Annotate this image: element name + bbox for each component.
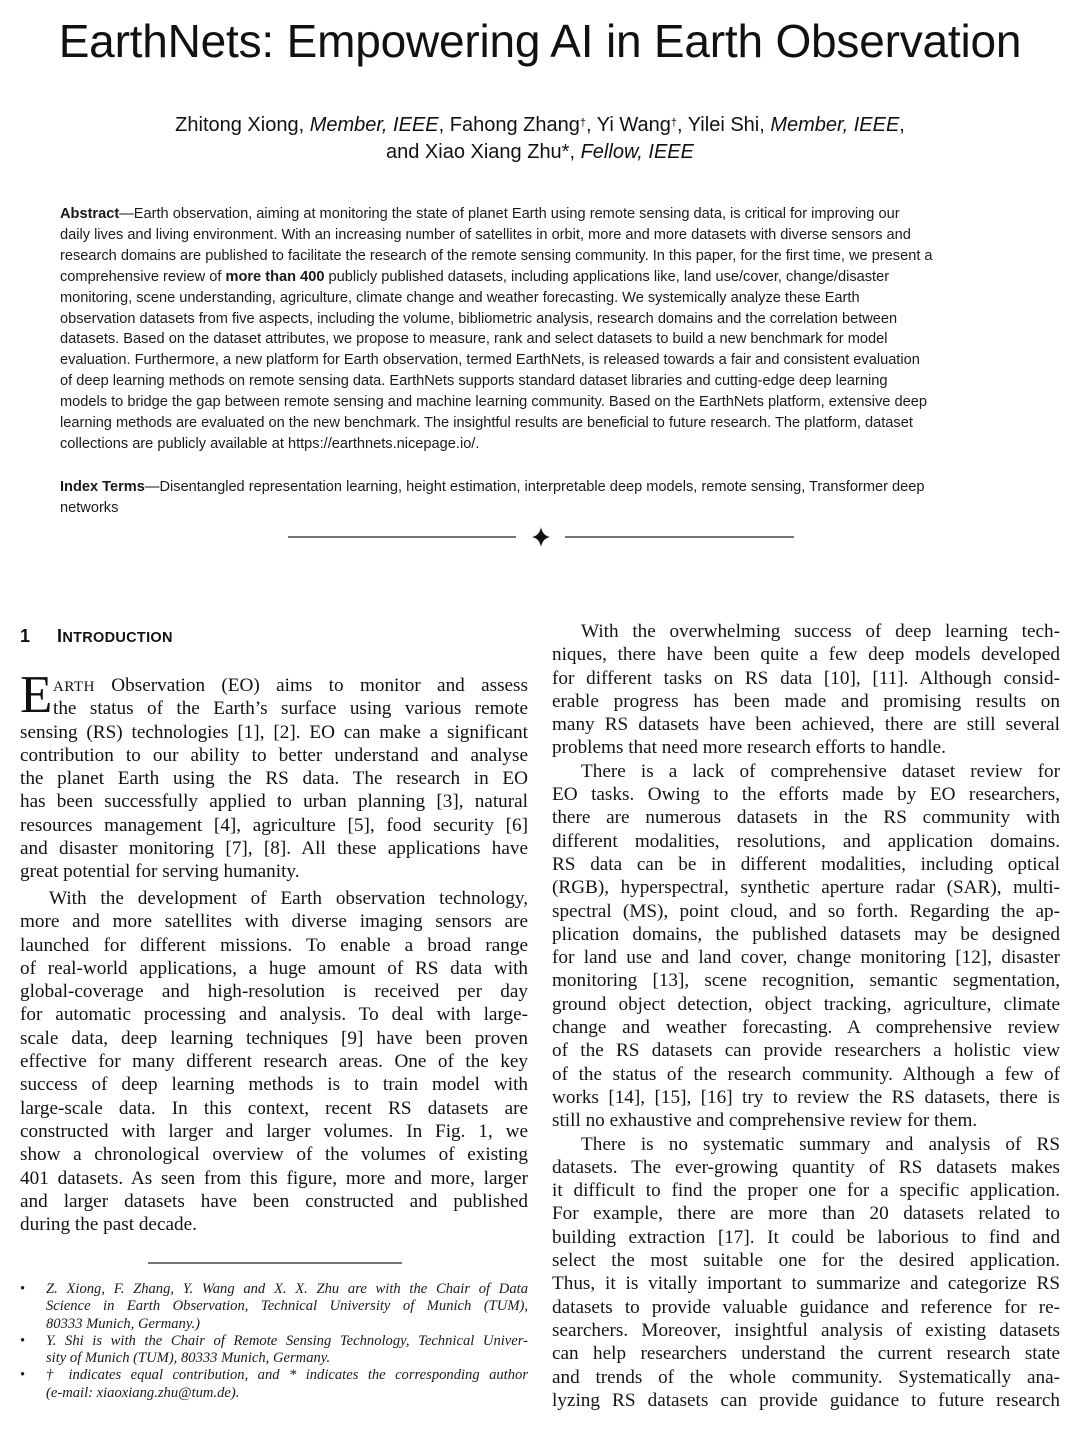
text-line: for land use and land cover, change monitoring [12], disaster <box>552 947 1060 969</box>
author-affiliation-title: Member, IEEE <box>309 114 439 136</box>
equal-contribution-mark: † <box>670 117 677 129</box>
paragraph <box>552 760 1060 1133</box>
text-line: during the past decade. <box>20 1214 197 1236</box>
footnote-line: Science in Earth Observation, Technical University of Munich (TUM), <box>46 1298 528 1315</box>
text-line: and disaster monitoring [7], [8]. All these applications have <box>20 838 528 860</box>
text-line: global-coverage and high-resolution is received per day <box>20 981 528 1003</box>
text-span: Observation (EO) aims to monitor and assess <box>94 675 528 696</box>
intro-paragraph-2 <box>20 887 528 1236</box>
abstract-highlight: more than 400 <box>225 268 325 285</box>
abstract-line: research domains are published to facilitate the research of the remote sensing community. In this paper, for the first time, we present a <box>60 247 933 264</box>
text-line: datasets to provide valuable guidance and reference for re- <box>552 1296 1060 1318</box>
abstract-line: observation datasets from five aspects, including the volume, bibliometric analysis, research domains and the correlation between <box>60 310 898 327</box>
text-line: it difficult to find the proper one for a specific application. <box>552 1180 1060 1202</box>
abstract-line: monitoring, scene understanding, agriculture, climate change and weather forecasting. We systemically analyze these Earth <box>60 289 860 306</box>
text-line: monitoring [13], scene recognition, semantic segmentation, <box>552 970 1060 992</box>
text-line: has been successfully applied to urban planning [3], natural <box>20 791 528 813</box>
abstract-line: daily lives and living environment. With an increasing number of satellites in orbit, more and more datasets with diverse sensors and <box>60 226 911 243</box>
abstract-line: evaluation. Furthermore, a new platform for Earth observation, termed EarthNets, is released towards a fair and consistent evaluation <box>60 352 920 369</box>
text-line: effective for many different research areas. One of the key <box>20 1051 528 1073</box>
paragraph <box>552 1133 1060 1413</box>
text-line: resources management [4], agriculture [5], food security [6] <box>20 814 528 836</box>
abstract-dash: — <box>119 206 134 222</box>
text-line: of the status of the research community. Although a few of <box>552 1063 1060 1085</box>
text-line: niques, there have been quite a few deep models developed <box>552 644 1060 666</box>
text-line: RS data can be in different modalities, including optical <box>552 853 1060 875</box>
text-line: there are numerous datasets in the RS community with <box>552 807 1060 829</box>
author-name-text: Zhitong Xiong, <box>175 114 310 136</box>
abstract-text: publicly published datasets, including applications like, land use/cover, change/disaster <box>324 268 890 285</box>
text-line: success of deep learning methods is to train model with <box>20 1074 528 1096</box>
footnote-line: (e-mail: xiaoxiang.zhu@tum.de). <box>46 1384 240 1401</box>
abstract-text: comprehensive review of <box>60 268 226 285</box>
text-line: of the RS datasets can provide researchers a holistic view <box>552 1040 1060 1062</box>
footnote-line: Y. Shi is with the Chair of Remote Sensing Technology, Technical Univer- <box>46 1332 528 1349</box>
section-number: 1 <box>20 626 31 646</box>
author-line-1 <box>0 112 1080 139</box>
footnote-line: Z. Xiong, F. Zhang, Y. Wang and X. X. Zhu are with the Chair of Data <box>46 1281 528 1297</box>
text-line: for different tasks on RS data [10], [11]. Although consid- <box>552 667 1060 689</box>
drop-cap: E <box>20 666 53 724</box>
footnote-line: sity of Munich (TUM), 80333 Munich, Germany. <box>46 1350 331 1367</box>
author-list <box>0 112 1080 166</box>
index-terms-line: networks <box>60 500 119 516</box>
text-line: Thus, it is vitally important to summarize and categorize RS <box>552 1273 1060 1295</box>
text-line: different modalities, resolutions, and application domains. <box>552 830 1060 852</box>
author-line-2 <box>0 139 1080 166</box>
abstract-line: collections are publicly available at https://earthnets.nicepage.io/. <box>60 435 480 452</box>
text-line: sensing (RS) technologies [1], [2]. EO can make a significant <box>20 721 528 743</box>
text-line: show a chronological overview of the volumes of existing <box>20 1144 528 1166</box>
text-line: For example, there are more than 20 datasets related to <box>552 1203 1060 1225</box>
intro-paragraph-1 <box>20 674 528 884</box>
footnotes <box>20 1281 528 1402</box>
index-terms-line <box>60 477 1020 498</box>
text-line: and larger datasets have been constructed and published <box>20 1190 528 1212</box>
author-name-text: and Xiao Xiang Zhu*, <box>386 141 581 163</box>
footnote-item <box>20 1333 528 1368</box>
abstract-line <box>60 204 1020 225</box>
index-terms <box>60 477 1020 519</box>
text-line: constructed with larger and larger volumes. In Fig. 1, we <box>20 1120 528 1142</box>
small-caps-lead: ARTH <box>53 679 95 695</box>
footnote-rule <box>148 1262 402 1264</box>
section-heading <box>20 626 173 647</box>
section-title-rest: NTRODUCTION <box>62 630 173 646</box>
abstract-line: datasets. Based on the dataset attributes, we propose to measure, rank and select datasets to build a new benchmark for model <box>60 331 888 348</box>
text-line: the planet Earth using the RS data. The research in EO <box>20 768 528 790</box>
text-line: select the most suitable one for the desired application. <box>552 1250 1060 1272</box>
text-line: 401 datasets. As seen from this figure, more and more, larger <box>20 1167 528 1189</box>
footnote-line: † indicates equal contribution, and * indicates the corresponding author <box>46 1367 528 1384</box>
index-terms-dash: — <box>144 479 160 495</box>
text-line: datasets. The ever-growing quantity of RS datasets makes <box>552 1156 1060 1178</box>
text-line: great potential for serving humanity. <box>20 861 300 883</box>
text-line: for automatic processing and analysis. To deal with large- <box>20 1004 528 1026</box>
paper-title: EarthNets: Empowering AI in Earth Observation <box>58 15 1022 67</box>
text-line: With the overwhelming success of deep learning tech- <box>581 621 1060 642</box>
text-line: and trends of the whole community. Systematically ana- <box>552 1366 1060 1388</box>
text-line: of real-world applications, a huge amount of RS data with <box>20 957 528 979</box>
bullet-icon: • <box>20 1332 26 1349</box>
text-line <box>20 674 528 697</box>
abstract-line <box>60 267 1020 288</box>
divider-rule-left <box>288 536 516 538</box>
divider-rule-right <box>565 536 794 538</box>
abstract-text: Earth observation, aiming at monitoring the state of planet Earth using remote sensing data, is critical for improving our <box>133 206 900 222</box>
text-line: launched for different missions. To enable a broad range <box>20 934 528 956</box>
text-line: EO tasks. Owing to the efforts made by EO researchers, <box>552 784 1060 806</box>
section-title-initial: I <box>57 626 63 646</box>
author-name-text: , Yi Wang <box>585 114 671 136</box>
index-terms-text: Disentangled representation learning, height estimation, interpretable deep models, remote sensing, Transformer deep <box>159 479 925 495</box>
equal-contribution-mark: † <box>579 117 586 129</box>
text-line: works [14], [15], [16] try to review the RS datasets, there is <box>552 1086 1060 1108</box>
abstract-line: learning methods are evaluated on the new benchmark. The insightful results are beneficial to future research. The platform, dataset <box>60 415 913 432</box>
footnote-line: 80333 Munich, Germany.) <box>46 1315 201 1332</box>
text-line: lyzing RS datasets can provide guidance to future research <box>552 1389 1060 1411</box>
section-divider <box>288 527 794 547</box>
text-line: can help researchers understand the current research state <box>552 1343 1060 1365</box>
right-column <box>552 620 1060 1412</box>
bullet-icon: • <box>20 1367 26 1384</box>
text-line: contribution to our ability to better understand and analyse <box>20 744 528 766</box>
text-line: ground object detection, object tracking, agriculture, climate <box>552 993 1060 1015</box>
text-line: With the development of Earth observation technology, <box>49 888 528 909</box>
text-line: change and weather forecasting. A comprehensive review <box>552 1017 1060 1039</box>
abstract-line: of deep learning methods on remote sensing data. EarthNets supports standard dataset libraries and cutting-edge deep learning <box>60 373 888 390</box>
abstract-line: models to bridge the gap between remote sensing and machine learning community. Based on the EarthNets platform, extensive deep <box>60 394 927 411</box>
author-name-text: , Yilei Shi, <box>676 114 771 136</box>
author-name-text: , <box>899 114 905 136</box>
text-line: large-scale data. In this context, recent RS datasets are <box>20 1097 528 1119</box>
text-line: erable progress has been made and promising results on <box>552 690 1060 712</box>
bullet-icon: • <box>20 1281 26 1297</box>
footnote-item <box>20 1281 528 1333</box>
author-affiliation-title: Fellow, IEEE <box>580 141 694 163</box>
text-line: the status of the Earth’s surface using various remote <box>53 698 528 720</box>
paragraph <box>552 620 1060 760</box>
text-line: still no exhaustive and comprehensive review for them. <box>552 1110 978 1132</box>
diamond-ornament-icon <box>532 527 550 547</box>
text-line: searchers. Moreover, insightful analysis of existing datasets <box>552 1319 1060 1341</box>
text-line: problems that need more research efforts to handle. <box>552 737 946 759</box>
text-line: There is no systematic summary and analysis of RS <box>581 1133 1060 1155</box>
text-line: building extraction [17]. It could be laborious to find and <box>552 1226 1060 1248</box>
text-line: scale data, deep learning techniques [9] have been proven <box>20 1027 528 1049</box>
text-line: spectral (MS), point cloud, and so forth. Regarding the ap- <box>552 900 1060 922</box>
text-line: more and more satellites with diverse imaging sensors are <box>20 911 528 933</box>
abstract <box>60 204 1020 455</box>
abstract-label: Abstract <box>60 206 120 222</box>
text-line: (RGB), hyperspectral, synthetic aperture radar (SAR), multi- <box>552 877 1060 899</box>
text-line: plication domains, the published datasets may be designed <box>552 923 1060 945</box>
index-terms-label: Index Terms <box>60 479 145 495</box>
author-name-text: , Fahong Zhang <box>438 114 580 136</box>
footnote-item <box>20 1367 528 1402</box>
text-line: many RS datasets have been achieved, there are still several <box>552 714 1060 736</box>
text-line: There is a lack of comprehensive dataset review for <box>581 760 1060 782</box>
author-affiliation-title: Member, IEEE <box>770 114 900 136</box>
